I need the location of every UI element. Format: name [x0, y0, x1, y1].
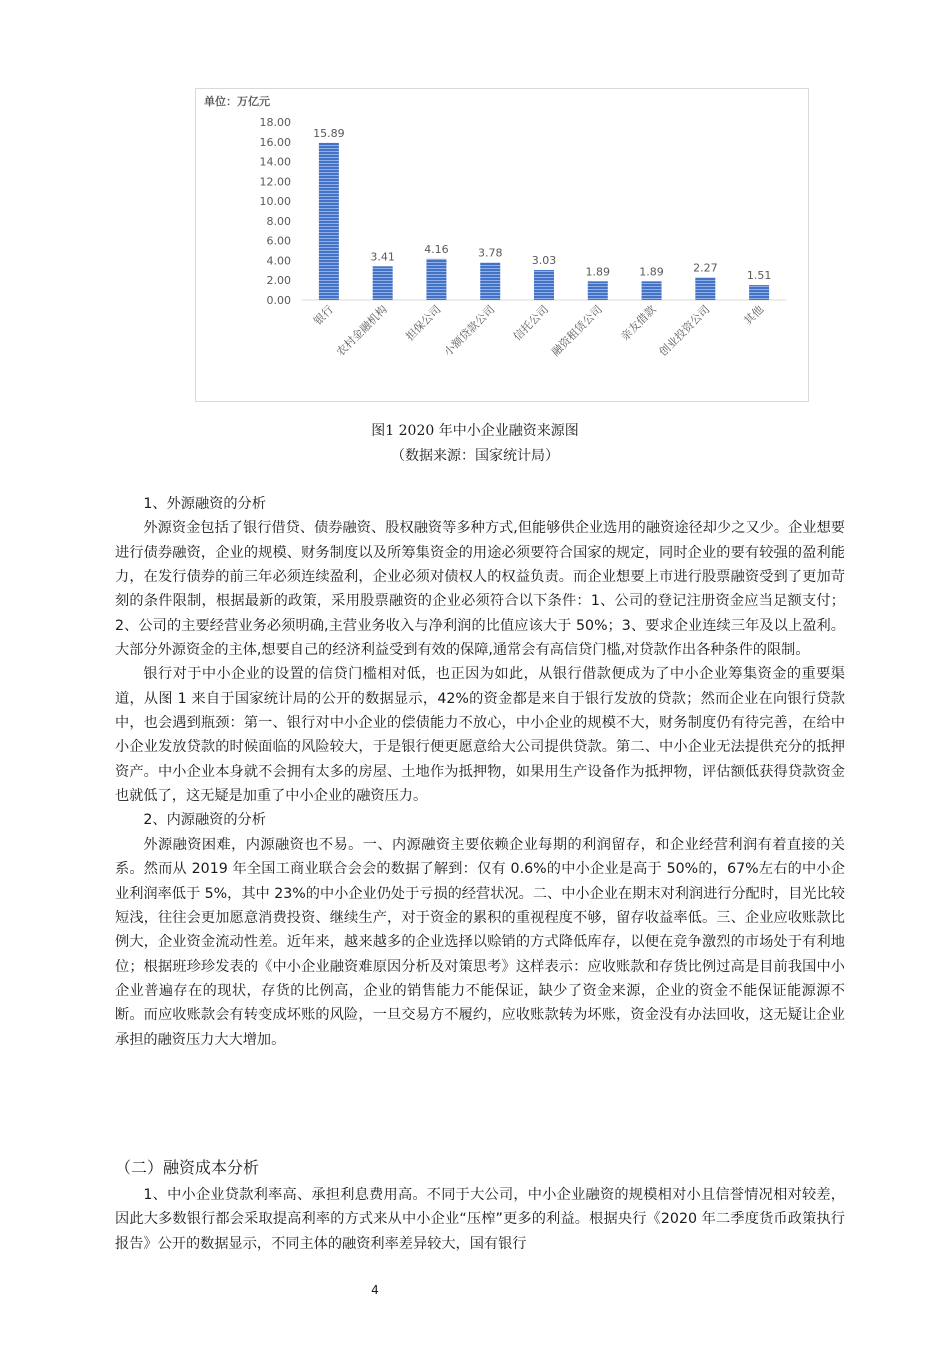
bar: [642, 281, 662, 300]
data-label: 15.89: [313, 126, 345, 140]
bar: [373, 266, 393, 300]
bar: [319, 143, 339, 300]
section-title-external: 1、外源融资的分析: [143, 496, 266, 512]
unit-label: 单位：万亿元: [204, 95, 270, 108]
data-label: 1.51: [746, 269, 772, 283]
y-tick-label: 0.00: [266, 294, 291, 307]
bar: [588, 281, 608, 300]
data-label: 3.03: [531, 254, 557, 268]
bar-chart: [196, 89, 808, 401]
bars: [319, 143, 769, 300]
data-label: 3.78: [477, 246, 503, 260]
y-tick-label: 18.00: [259, 116, 291, 129]
data-label: 1.89: [639, 265, 664, 279]
section-title-internal: 2、内源融资的分析: [143, 812, 266, 829]
section-heading: （二）融资成本分析: [115, 1158, 260, 1177]
body-text: [115, 492, 845, 1052]
figure-caption: 图1 2020 年中小企业融资来源图: [371, 423, 579, 439]
x-tick-label: 其他: [741, 302, 767, 328]
figure-source: （数据来源：国家统计局）: [391, 448, 559, 464]
data-label: 4.16: [424, 242, 449, 256]
bar: [480, 263, 500, 300]
x-tick-label: 农村金融机构: [333, 302, 390, 359]
x-tick-label: 担保公司: [403, 302, 444, 344]
y-tick-label: 6.00: [266, 234, 291, 248]
body-text-2: [115, 1183, 845, 1256]
y-tick-label: 2.00: [266, 274, 291, 288]
y-tick-label: 12.00: [259, 175, 291, 189]
bar: [749, 285, 769, 300]
chart-frame: [195, 88, 809, 402]
data-label: 3.41: [370, 250, 395, 264]
bar: [534, 270, 554, 300]
y-tick-label: 8.00: [266, 214, 291, 228]
x-tick-label: 融资租赁公司: [549, 302, 605, 359]
x-tick-label: 小额贷款公司: [441, 302, 498, 359]
paragraph: 银行对于中小企业的设置的信贷门槛相对低，也正因为如此，从银行借款便成为了中小企业筹集资金的重要渠道，从图 1 来自于国家统计局的公开的数据显示，42%的资金都是来自于银行发放的贷款；然而企业在向银行贷款中，也会遇到瓶颈：第一、银行对中小企业的偿债能力不放心，中小企业的规模不大，财务制度仍有待完善，在给中小企业发放贷款的时候面临的风险较大，于是银行便更愿意给大公司提供贷款。第二、中小企业无法提供充分的抵押资产。中小企业本身就不会拥有太多的房屋、土地作为抵押物，如果用生产设备作为抵押物，评估额低获得贷款资金也就低了，这无疑是加重了中小企业的融资压力。: [115, 666, 845, 805]
x-tick-label: 亲友借款: [618, 302, 659, 344]
bar: [695, 278, 715, 300]
y-tick-label: 10.00: [259, 195, 291, 209]
paragraph: 外源融资困难，内源融资也不易。一、内源融资主要依赖企业每期的利润留存，和企业经营利润有着直接的关系。然而从 2019 年全国工商业联合会会的数据了解到：仅有 0.6%的中小企业是高于 50%的，67%左右的中小企业利润率低于 5%，其中 23%的中小企业仍处于亏损的经营状况。二、中小企业在期末对利润进行分配时，目光比较短浅，往往会更加愿意消费投资、继续生产，对于资金的累积的重视程度不够，留存收益率低。三、企业应收账款比例大，企业资金流动性差。近年来，越来越多的企业选择以赊销的方式降低库存，以便在竞争激烈的市场处于有利地位；根据班珍珍发表的《中小企业融资难原因分析及对策思考》这样表示：应收账款和存货比例过高是目前我国中小企业普遍存在的现状，存货的比例高，企业的销售能力不能保证，缺少了资金来源，企业的资金不能保证能源源不断。而应收账款会有转变成坏账的风险，一旦交易方不履约，应收账款转为坏账，资金没有办法回收，这无疑让企业承担的融资压力大大增加。: [115, 836, 845, 1048]
x-axis-labels: [311, 302, 767, 359]
paragraph: 外源资金包括了银行借贷、债券融资、股权融资等多种方式,但能够供企业选用的融资途径却少之又少。企业想要进行债券融资，企业的规模、财务制度以及所筹集资金的用途必须要符合国家的规定，同时企业的要有较强的盈利能力，在发行债券的前三年必须连续盈利，企业必须对债权人的权益负责。而企业想要上市进行股票融资受到了更加苛刻的条件限制，根据最新的政策，采用股票融资的企业必须符合以下条件：1、公司的登记注册资金应当足额支付；2、公司的主要经营业务必须明确,主营业务收入与净利润的比值应该大于 50%；3、要求企业连续三年及以上盈利。大部分外源资金的主体,想要自己的经济利益受到有效的保障,通常会有高信贷门槛,对贷款作出各种条件的限制。: [115, 520, 845, 659]
data-label: 2.27: [693, 261, 718, 275]
data-label: 1.89: [585, 265, 611, 279]
bar: [426, 259, 446, 300]
value-labels: [313, 127, 771, 282]
y-tick-label: 16.00: [259, 135, 291, 149]
x-tick-label: 银行: [311, 302, 337, 328]
x-tick-label: 创业投资公司: [656, 302, 713, 359]
y-tick-label: 4.00: [266, 254, 291, 268]
page-number: 4: [371, 1283, 379, 1297]
y-tick-label: 14.00: [259, 155, 291, 169]
paragraph: 1、中小企业贷款利率高、承担利息费用高。不同于大公司，中小企业融资的规模相对小且信誉情况相对较差，因此大多数银行都会采取提高利率的方式来从中小企业“压榨”更多的利益。根据央行《2020 年二季度货币政策执行报告》公开的数据显示，不同主体的融资利率差异较大，国有银行: [115, 1187, 845, 1252]
x-tick-label: 信托公司: [510, 302, 552, 344]
